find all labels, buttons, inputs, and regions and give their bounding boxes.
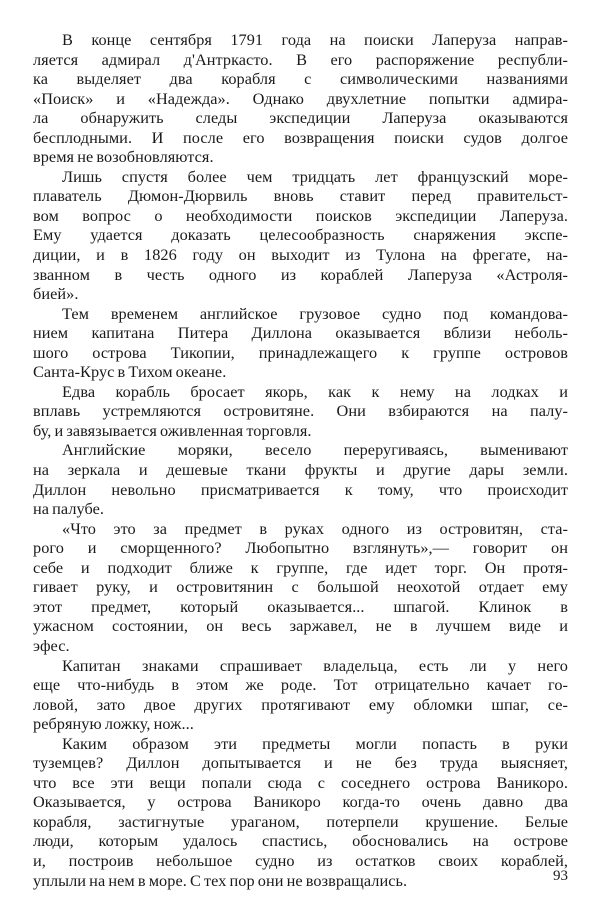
text-line: ла обнаружить следы экспедиции Лаперуза оказываются [33, 108, 568, 128]
text-line: В конце сентября 1791 года на поиски Лаперуза направ- [62, 30, 568, 49]
text-line: на палубе. [33, 499, 105, 519]
paragraph-7 [33, 656, 568, 734]
text-line: ловой, зато двое других протягивают ему обломки шпаг, се- [33, 694, 568, 714]
text-line: этот предмет, который оказывается... шпагой. Клинок в [33, 596, 568, 616]
text-line: люди, которым удалось спастись, обосновались на острове [33, 831, 568, 851]
text-line: ребряную ложку, нож... [33, 714, 194, 734]
text-line: что все эти вещи попали сюда с соседнего острова Ваникоро. [33, 772, 568, 792]
text-line: Капитан знаками спрашивает владельца, есть ли у него [62, 655, 568, 675]
text-line: время не возобновляются. [33, 147, 214, 167]
text-line: Тем временем английское грузовое судно под командова- [62, 303, 568, 323]
text-line: ляется адмирал д'Антркасто. В его распоряжение республи- [33, 49, 568, 69]
text-line: еще что-нибудь в этом же роде. Тот отрицательно качает го- [33, 675, 568, 695]
text-line: плаватель Дюмон-Дюрвиль вновь ставит перед правительст- [33, 186, 568, 206]
text-line: ужасном состоянии, он весь заржавел, не в лучшем виде и [33, 616, 568, 636]
text-line: корабля, застигнутые ураганом, потерпели крушение. Белые [33, 811, 568, 831]
text-line: уплыли на нем в море. С тех пор они не возвращались. [33, 870, 408, 890]
text-line: «Поиск» и «Надежда». Однако двухлетние попытки адмира- [33, 88, 568, 108]
book-page-body [33, 30, 568, 890]
text-line: бесплодными. И после его возвращения поиски судов долгое [33, 127, 568, 147]
paragraph-3 [33, 304, 568, 382]
paragraph-2 [33, 167, 568, 304]
text-line: рого и сморщенного? Любопытно взглянуть»,— говорит он [33, 538, 568, 558]
text-line: Каким образом эти предметы могли попасть в руки [62, 733, 568, 753]
text-line: туземцев? Диллон допытывается и не без труда выясняет, [33, 753, 568, 773]
text-line: диции, и в 1826 году он выходит из Тулона на фрегате, на- [33, 245, 568, 265]
text-line: Английские моряки, весело переругиваясь, выменивают [62, 440, 568, 460]
text-line: Диллон невольно присматривается к тому, что происходит [33, 479, 568, 499]
text-line: Лишь спустя более чем тридцать лет французский море- [62, 166, 568, 186]
text-line: «Что это за предмет в руках одного из островитян, ста- [62, 518, 568, 538]
text-line: ка выделяет два корабля с символическими названиями [33, 69, 568, 89]
text-line: Санта-Крус в Тихом океане. [33, 362, 227, 382]
text-line: эфес. [33, 635, 70, 655]
text-line: себе и подходит ближе к группе, где идет торг. Он протя- [33, 557, 568, 577]
text-line: вплавь устремляются островитяне. Они взбираются на палу- [33, 401, 568, 421]
text-line: бу, и завязывается оживленная торговля. [33, 420, 312, 440]
paragraph-8 [33, 734, 568, 890]
text-line: гивает руку, и островитянин с большой неохотой отдает ему [33, 577, 568, 597]
paragraph-4 [33, 382, 568, 441]
text-line: Едва корабль бросает якорь, как к нему на лодках и [62, 381, 568, 401]
text-line: шого острова Тикопии, принадлежащего к группе островов [33, 342, 568, 362]
text-line: на зеркала и дешевые ткани фрукты и другие дары земли. [33, 460, 568, 480]
text-line: нием капитана Питера Диллона оказывается вблизи неболь- [33, 323, 568, 343]
text-line: бией». [33, 284, 79, 304]
text-line: званном в честь одного из кораблей Лаперуза «Астроля- [33, 264, 568, 284]
paragraph-1 [33, 30, 568, 167]
paragraph-5 [33, 440, 568, 518]
page-number: 93 [553, 868, 568, 884]
text-line: вом вопрос о необходимости поисков экспедиции Лаперуза. [33, 205, 568, 225]
text-line: Ему удается доказать целесообразность снаряжения экспе- [33, 225, 568, 245]
text-line: Оказывается, у острова Ваникоро когда-то очень давно два [33, 792, 568, 812]
text-line: и, построив небольшое судно из остатков своих кораблей, [33, 850, 568, 870]
paragraph-6 [33, 519, 568, 656]
